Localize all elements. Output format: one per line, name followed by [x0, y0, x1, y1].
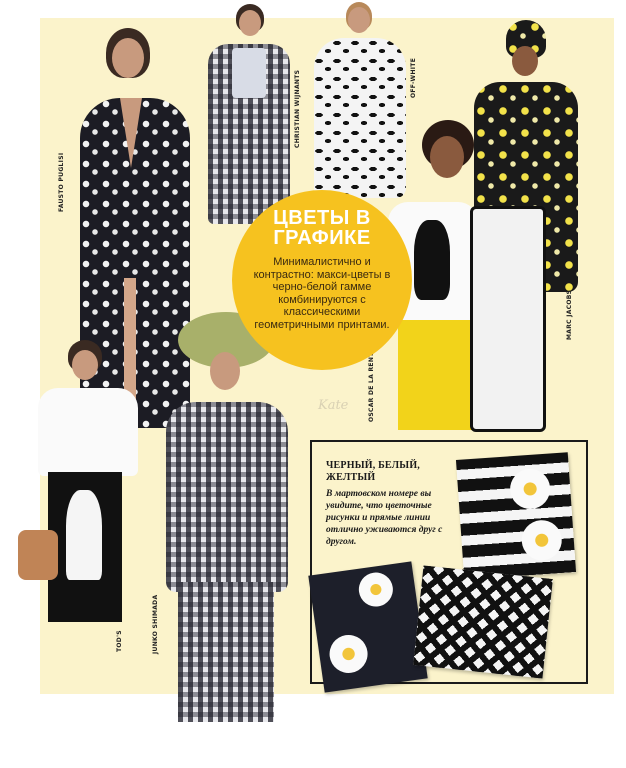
credit-fausto-puglisi: FAUSTO PUGLISI: [58, 152, 65, 212]
fabric-swatch-stripes: [456, 452, 576, 580]
credit-marc-jacobs: MARC JACOBS: [566, 289, 573, 340]
credit-oscar-de-la-renta: OSCAR DE LA RENTA: [368, 347, 375, 422]
fabric-swatch-daisy: [308, 561, 427, 692]
headline-title: ЦВЕТЫ В ГРАФИКЕ: [273, 207, 371, 249]
model-junko-shimada: [162, 312, 292, 732]
credit-tods: TOD'S: [116, 630, 123, 652]
credit-off-white: OFF-WHITE: [410, 57, 417, 98]
model-christian-wijnants: [204, 4, 294, 229]
headline-bubble: [232, 190, 412, 370]
credit-junko-shimada: JUNKO SHIMADA: [152, 594, 159, 654]
model-tods: [30, 340, 150, 690]
fabric-swatch-lattice: [413, 565, 553, 678]
inset-title: ЧЕРНЫЙ, БЕЛЫЙ, ЖЕЛТЫЙ: [326, 460, 420, 483]
watermark: Kate: [318, 398, 349, 413]
inset-text: В мартовском номере вы увидите, что цветочные рисунки и прямые линии отлично уживаются друг с другом.: [326, 489, 443, 547]
headline-text: Минималистично и контрастно: макси-цветы в черно-белой гамме комбинируются с классическими геометричными принтами.: [253, 256, 391, 331]
credit-christian-wijnants: CHRISTIAN WIJNANTS: [294, 69, 301, 148]
